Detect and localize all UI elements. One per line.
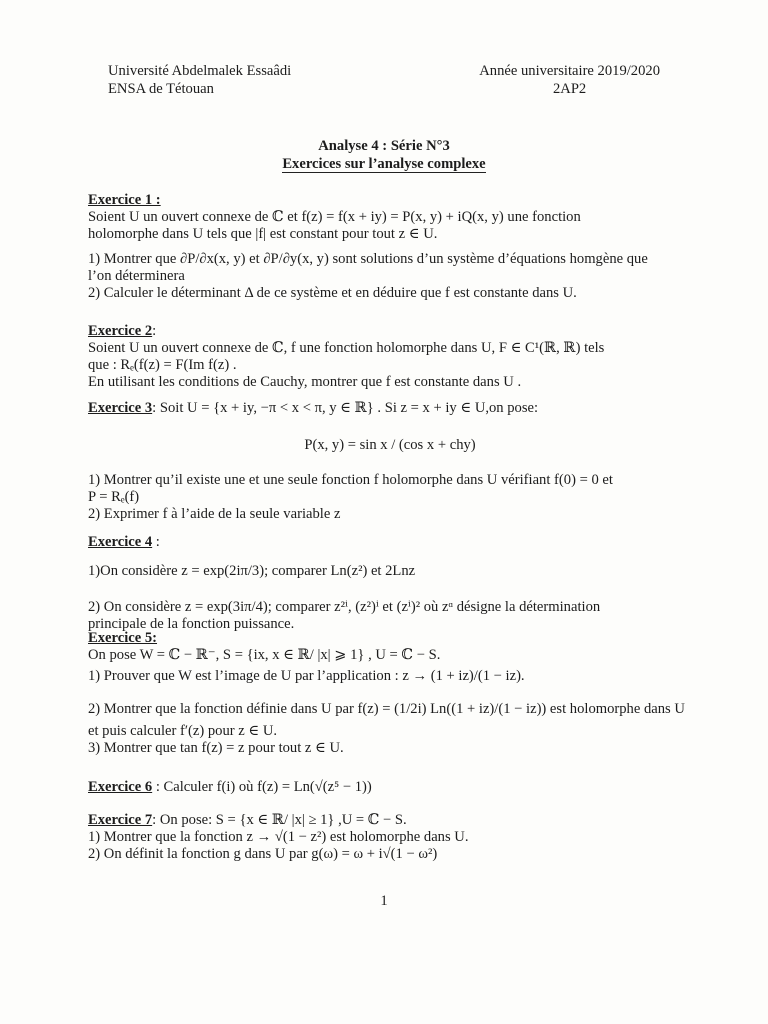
series-title: Analyse 4 : Série N°3: [318, 138, 450, 154]
institution-block: [108, 62, 291, 98]
exercise-text: holomorphe dans U tels que |f| est constant pour tout z ∈ U.: [88, 226, 438, 242]
exercise-1: [88, 192, 692, 302]
exercise-text: l’on déterminera: [88, 268, 185, 284]
exercise-text: 1) Montrer que la fonction z → √(1 − z²) est holomorphe dans U.: [88, 829, 469, 845]
exercise-text: En utilisant les conditions de Cauchy, montrer que f est constante dans U .: [88, 374, 522, 390]
exercise-text: 2) On considère z = exp(3iπ/4); comparer z²ⁱ, (z²)ⁱ et (zⁱ)² où zᵅ désigne la détermination: [88, 599, 601, 615]
exercise-text: 1) Prouver que W est l’image de U par l’application : z → (1 + iz)/(1 − iz).: [88, 668, 525, 684]
page-number: 1: [380, 893, 388, 909]
exercise-formula: P(x, y) = sin x / (cos x + chy): [304, 437, 476, 453]
exercise-heading: Exercice 5:: [88, 630, 158, 646]
class-name: 2AP2: [552, 81, 587, 97]
exercise-text: : Soit U = {x + iy, −π < x < π, y ∈ ℝ} . Si z = x + iy ∈ U,on pose:: [152, 400, 539, 416]
exercise-text: 2) Calculer le déterminant Δ de ce système et en déduire que f est constante dans U.: [88, 285, 577, 301]
exercise-text: 2) Exprimer f à l’aide de la seule variable z: [88, 506, 341, 522]
exercise-text: 1)On considère z = exp(2iπ/3); comparer Ln(z²) et 2Lnz: [88, 563, 416, 579]
exercise-7: [88, 812, 692, 863]
exercise-text: que : Rₑ(f(z) = F(Im f(z) .: [88, 357, 237, 373]
exercise-2: Exercice 2: Soient U un ouvert connexe de ℂ, f une fonction holomorphe dans U, F ∈ C¹(ℝ, ℝ) tels que : Rₑ(f(z) = F(Im f(z) . En utilisant les conditions de Cauchy, montrer que f est constante dans U .: [88, 323, 692, 391]
exercise-text: Soient U un ouvert connexe de ℂ, f une fonction holomorphe dans U, F ∈ C¹(ℝ, ℝ) tels: [88, 340, 605, 356]
exercise-text: 1) Montrer qu’il existe une et une seule fonction f holomorphe dans U vérifiant f(0) = 0 et: [88, 472, 613, 488]
exercise-text: : On pose: S = {x ∈ ℝ/ |x| ≥ 1} ,U = ℂ − S.: [152, 812, 407, 828]
exercise-text: et puis calculer f′(z) pour z ∈ U.: [88, 723, 278, 739]
university-name: Université Abdelmalek Essaâdi: [108, 63, 292, 79]
exercise-text: 2) Montrer que la fonction définie dans U par f(z) = (1/2i) Ln((1 + iz)/(1 − iz)) est holomorphe dans U: [88, 701, 685, 717]
document-title: [0, 137, 768, 173]
exercise-text: P = Rₑ(f): [88, 489, 140, 505]
exercise-heading: Exercice 3: [88, 400, 153, 416]
exercise-text: 3) Montrer que tan f(z) = z pour tout z ∈ U.: [88, 740, 344, 756]
exercise-3: [88, 400, 692, 523]
exercise-text: On pose W = ℂ − ℝ⁻, S = {ix, x ∈ ℝ/ |x| ⩾ 1} , U = ℂ − S.: [88, 647, 441, 663]
academic-year-block: [479, 62, 660, 98]
exercise-text: : Calculer f(i) où f(z) = Ln(√(z⁵ − 1)): [155, 779, 372, 795]
exercise-4: Exercice 4 : 1)On considère z = exp(2iπ/3); comparer Ln(z²) et 2Lnz 2) On considère z = exp(3iπ/4); comparer z²ⁱ, (z²)ⁱ et (zⁱ)² où zᵅ désigne la détermination principale de la fonction puissance.: [88, 534, 692, 633]
series-subtitle: Exercices sur l’analyse complexe: [282, 156, 486, 172]
academic-year: Année universitaire 2019/2020: [479, 63, 660, 79]
exercise-5: [88, 630, 692, 757]
school-name: ENSA de Tétouan: [108, 81, 214, 97]
exercise-heading: Exercice 4: [88, 534, 153, 550]
exercise-heading: Exercice 6: [88, 779, 153, 795]
exercise-heading: Exercice 2: [88, 323, 153, 339]
exercise-6: [88, 779, 692, 796]
exercise-heading: Exercice 7: [88, 812, 153, 828]
exercise-text: Soient U un ouvert connexe de ℂ et f(z) = f(x + iy) = P(x, y) + iQ(x, y) une fonction: [88, 209, 581, 225]
exercise-heading: Exercice 1 :: [88, 192, 161, 208]
exercise-text: 1) Montrer que ∂P/∂x(x, y) et ∂P/∂y(x, y) sont solutions d’un système d’équations homgène que: [88, 251, 648, 267]
exercise-text: 2) On définit la fonction g dans U par g(ω) = ω + i√(1 − ω²): [88, 846, 438, 862]
exercise-text: principale de la fonction puissance.: [88, 616, 295, 632]
